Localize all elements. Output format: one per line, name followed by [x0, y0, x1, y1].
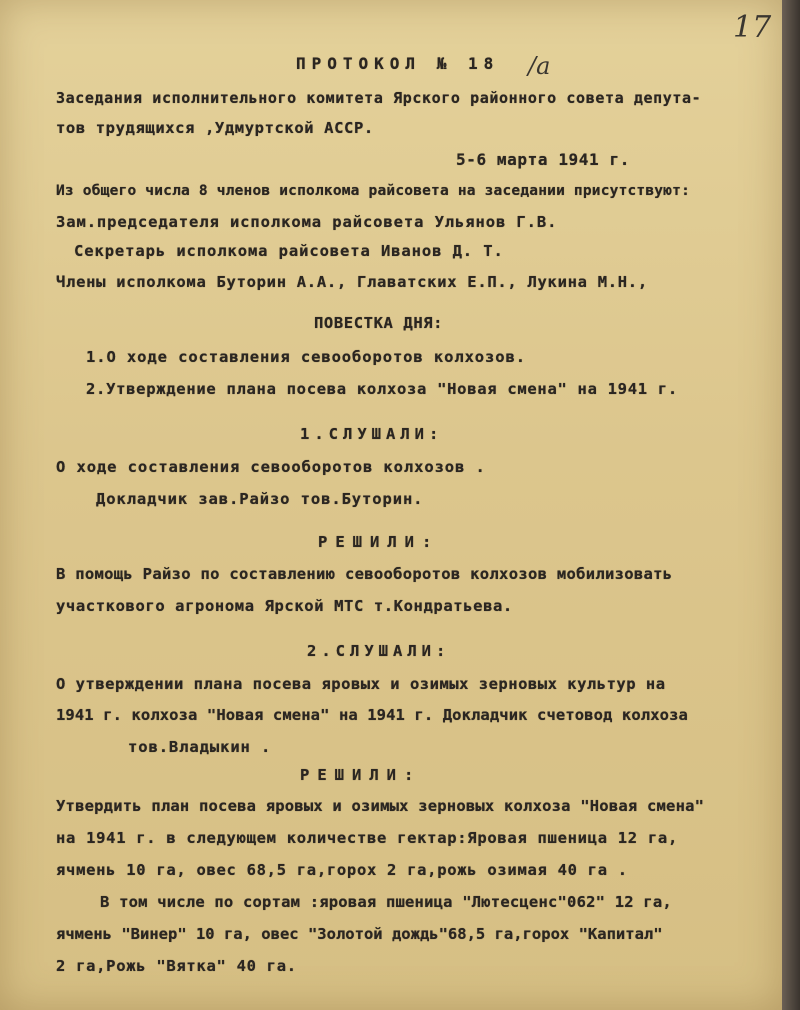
section-2-decided-line-4: В том числе по сортам :яровая пшеница "Лютесценс"062" 12 га,	[100, 893, 672, 911]
section-1-heard-line-1: О ходе составления севооборотов колхозов .	[56, 458, 486, 476]
section-2-decided-line-6: 2 га,Рожь "Вятка" 40 га.	[56, 957, 297, 975]
section-2-decided-line-5: ячмень "Винер" 10 га, овес "Золотой дождь"68,5 га,горох "Капитал"	[56, 925, 663, 943]
section-2-decided-line-2: на 1941 г. в следующем количестве гектар:Яровая пшеница 12 га,	[56, 829, 678, 847]
section-1-decided-line-1: В помощь Райзо по составлению севооборотов колхозов мобилизовать	[56, 565, 673, 583]
deputy-chair: Зам.председателя исполкома райсовета Ульянов Г.В.	[56, 213, 558, 231]
meeting-date: 5-6 марта 1941 г.	[456, 150, 630, 169]
section-2-decided-line-1: Утвердить план посева яровых и озимых зерновых колхоза "Новая смена"	[56, 797, 705, 815]
page-edge-shadow	[782, 0, 800, 1010]
section-2-decided-line-3: ячмень 10 га, овес 68,5 га,горох 2 га,рожь озимая 40 га .	[56, 861, 628, 879]
section-1-heard-line-2: Докладчик зав.Райзо тов.Буторин.	[96, 490, 424, 508]
agenda-item-2: 2.Утверждение плана посева колхоза "Новая смена" на 1941 г.	[86, 380, 678, 398]
protocol-title: ПРОТОКОЛ № 18	[296, 54, 500, 73]
section-1-decided-title: РЕШИЛИ:	[318, 533, 440, 551]
page-number: 17	[733, 10, 772, 45]
header-line-2: тов трудящихся ,Удмуртской АССР.	[56, 119, 374, 137]
section-1-decided-line-2: участкового агронома Ярской МТС т.Кондратьева.	[56, 597, 513, 615]
agenda-item-1: 1.О ходе составления севооборотов колхозов.	[86, 348, 526, 366]
section-2-heard-line-1: О утверждении плана посева яровых и озимых зерновых культур на	[56, 675, 666, 693]
protocol-title-suffix: /а	[528, 52, 551, 80]
section-2-decided-title: РЕШИЛИ:	[300, 766, 422, 784]
section-2-heard-line-2: 1941 г. колхоза "Новая смена" на 1941 г. Докладчик счетовод колхоза	[56, 706, 688, 724]
attendance-line: Из общего числа 8 членов исполкома райсовета на заседании присутствуют:	[56, 183, 691, 199]
members: Члены исполкома Буторин А.А., Главатских Е.П., Лукина М.Н.,	[56, 273, 648, 291]
section-1-heard-title: 1.СЛУШАЛИ:	[300, 425, 444, 443]
section-2-heard-title: 2.СЛУШАЛИ:	[307, 642, 451, 660]
header-line-1: Заседания исполнительного комитета Ярского районного совета депута-	[56, 89, 702, 107]
agenda-title: ПОВЕСТКА ДНЯ:	[314, 314, 444, 332]
section-2-heard-line-3: тов.Владыкин .	[128, 738, 272, 756]
secretary: Секретарь исполкома райсовета Иванов Д. Т.	[74, 242, 504, 260]
